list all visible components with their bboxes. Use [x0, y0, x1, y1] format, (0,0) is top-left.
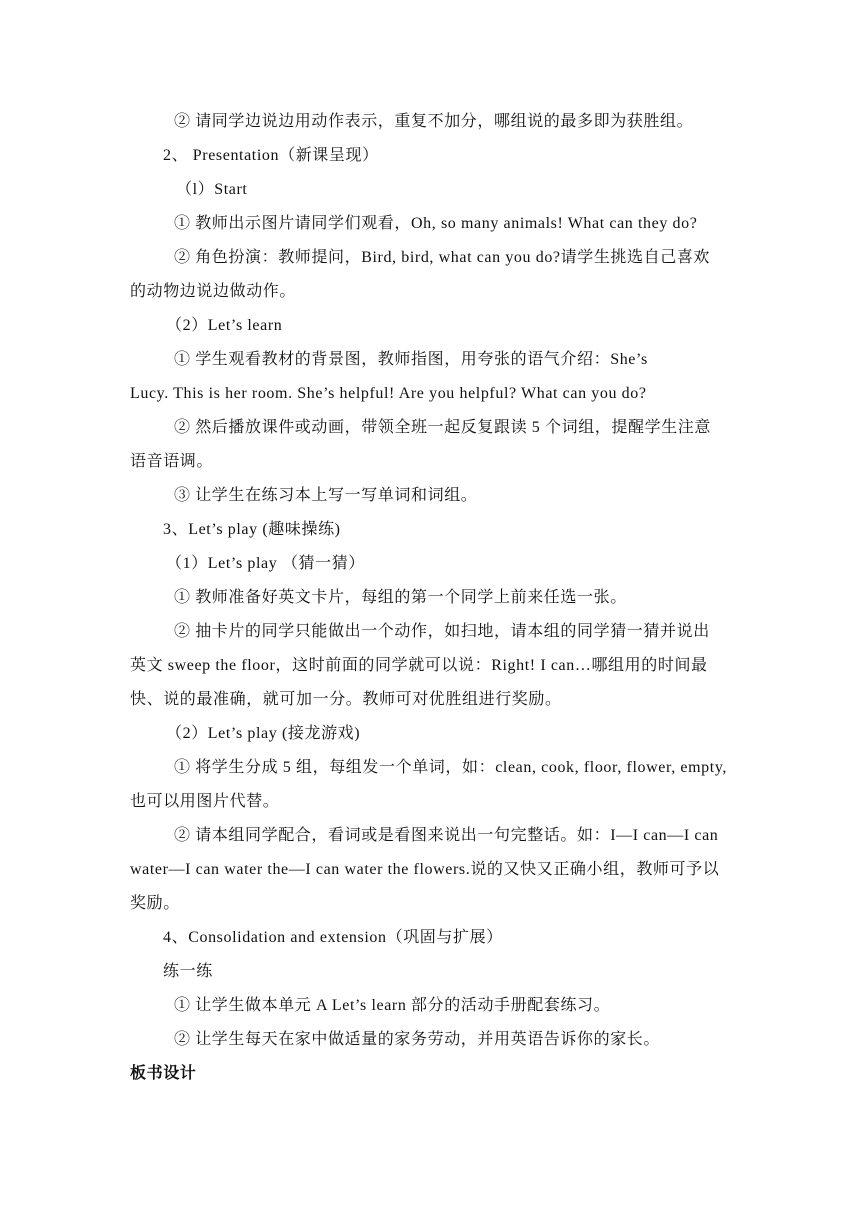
text-line: 快、说的最准确，就可加一分。教师可对优胜组进行奖励。	[130, 691, 562, 708]
text-line: ① 让学生做本单元 A Let’s learn 部分的活动手册配套练习。	[174, 997, 611, 1014]
text-line: ① 将学生分成 5 组，每组发一个单词，如：clean, cook, floor, flower, empty,	[174, 759, 727, 776]
section-heading: 4、Consolidation and extension（巩固与扩展）	[163, 929, 503, 946]
text-line: 也可以用图片代替。	[130, 793, 280, 810]
section-heading: 2、 Presentation（新课呈现）	[163, 147, 379, 164]
text-line: ① 教师准备好英文卡片，每组的第一个同学上前来任选一张。	[174, 589, 627, 606]
board-design-heading: 板书设计	[130, 1065, 197, 1082]
text-line: 奖励。	[130, 895, 180, 912]
text-line: 英文 sweep the floor，这时前面的同学就可以说：Right! I can…哪组用的时间最	[130, 657, 708, 674]
text-line: water—I can water the—I can water the flowers.说的又快又正确小组，教师可予以	[130, 861, 720, 878]
text-line: ② 抽卡片的同学只能做出一个动作，如扫地，请本组的同学猜一猜并说出	[174, 623, 710, 640]
subsection-heading: （2）Let’s learn	[166, 317, 283, 334]
text-line: Lucy. This is her room. She’s helpful! Are you helpful? What can you do?	[130, 385, 647, 402]
text-line: ② 角色扮演：教师提问，Bird, bird, what can you do?请学生挑选自己喜欢	[174, 249, 711, 266]
text-line: ① 学生观看教材的背景图，教师指图，用夸张的语气介绍：She’s	[174, 351, 648, 368]
text-line: ① 教师出示图片请同学们观看，Oh, so many animals! What can they do?	[174, 215, 698, 232]
text-line: ② 然后播放课件或动画，带领全班一起反复跟读 5 个词组，提醒学生注意	[174, 419, 712, 436]
text-line: 语音语调。	[130, 453, 214, 470]
subsection-heading: （1）Let’s play （猜一猜）	[166, 555, 365, 572]
text-line: ② 请本组同学配合，看词或是看图来说出一句完整话。如：I—I can—I can	[174, 827, 719, 844]
text-line: ② 让学生每天在家中做适量的家务劳动，并用英语告诉你的家长。	[174, 1031, 661, 1048]
text-line: ② 请同学边说边用动作表示，重复不加分，哪组说的最多即为获胜组。	[174, 113, 694, 130]
subsection-heading: （l）Start	[176, 181, 248, 198]
subsection-heading: （2）Let’s play (接龙游戏)	[166, 725, 361, 742]
text-line: ③ 让学生在练习本上写一写单词和词组。	[174, 487, 478, 504]
text-line: 练一练	[163, 963, 213, 980]
text-line: 的动物边说边做动作。	[130, 283, 297, 300]
section-heading: 3、Let’s play (趣味操练)	[163, 521, 341, 538]
